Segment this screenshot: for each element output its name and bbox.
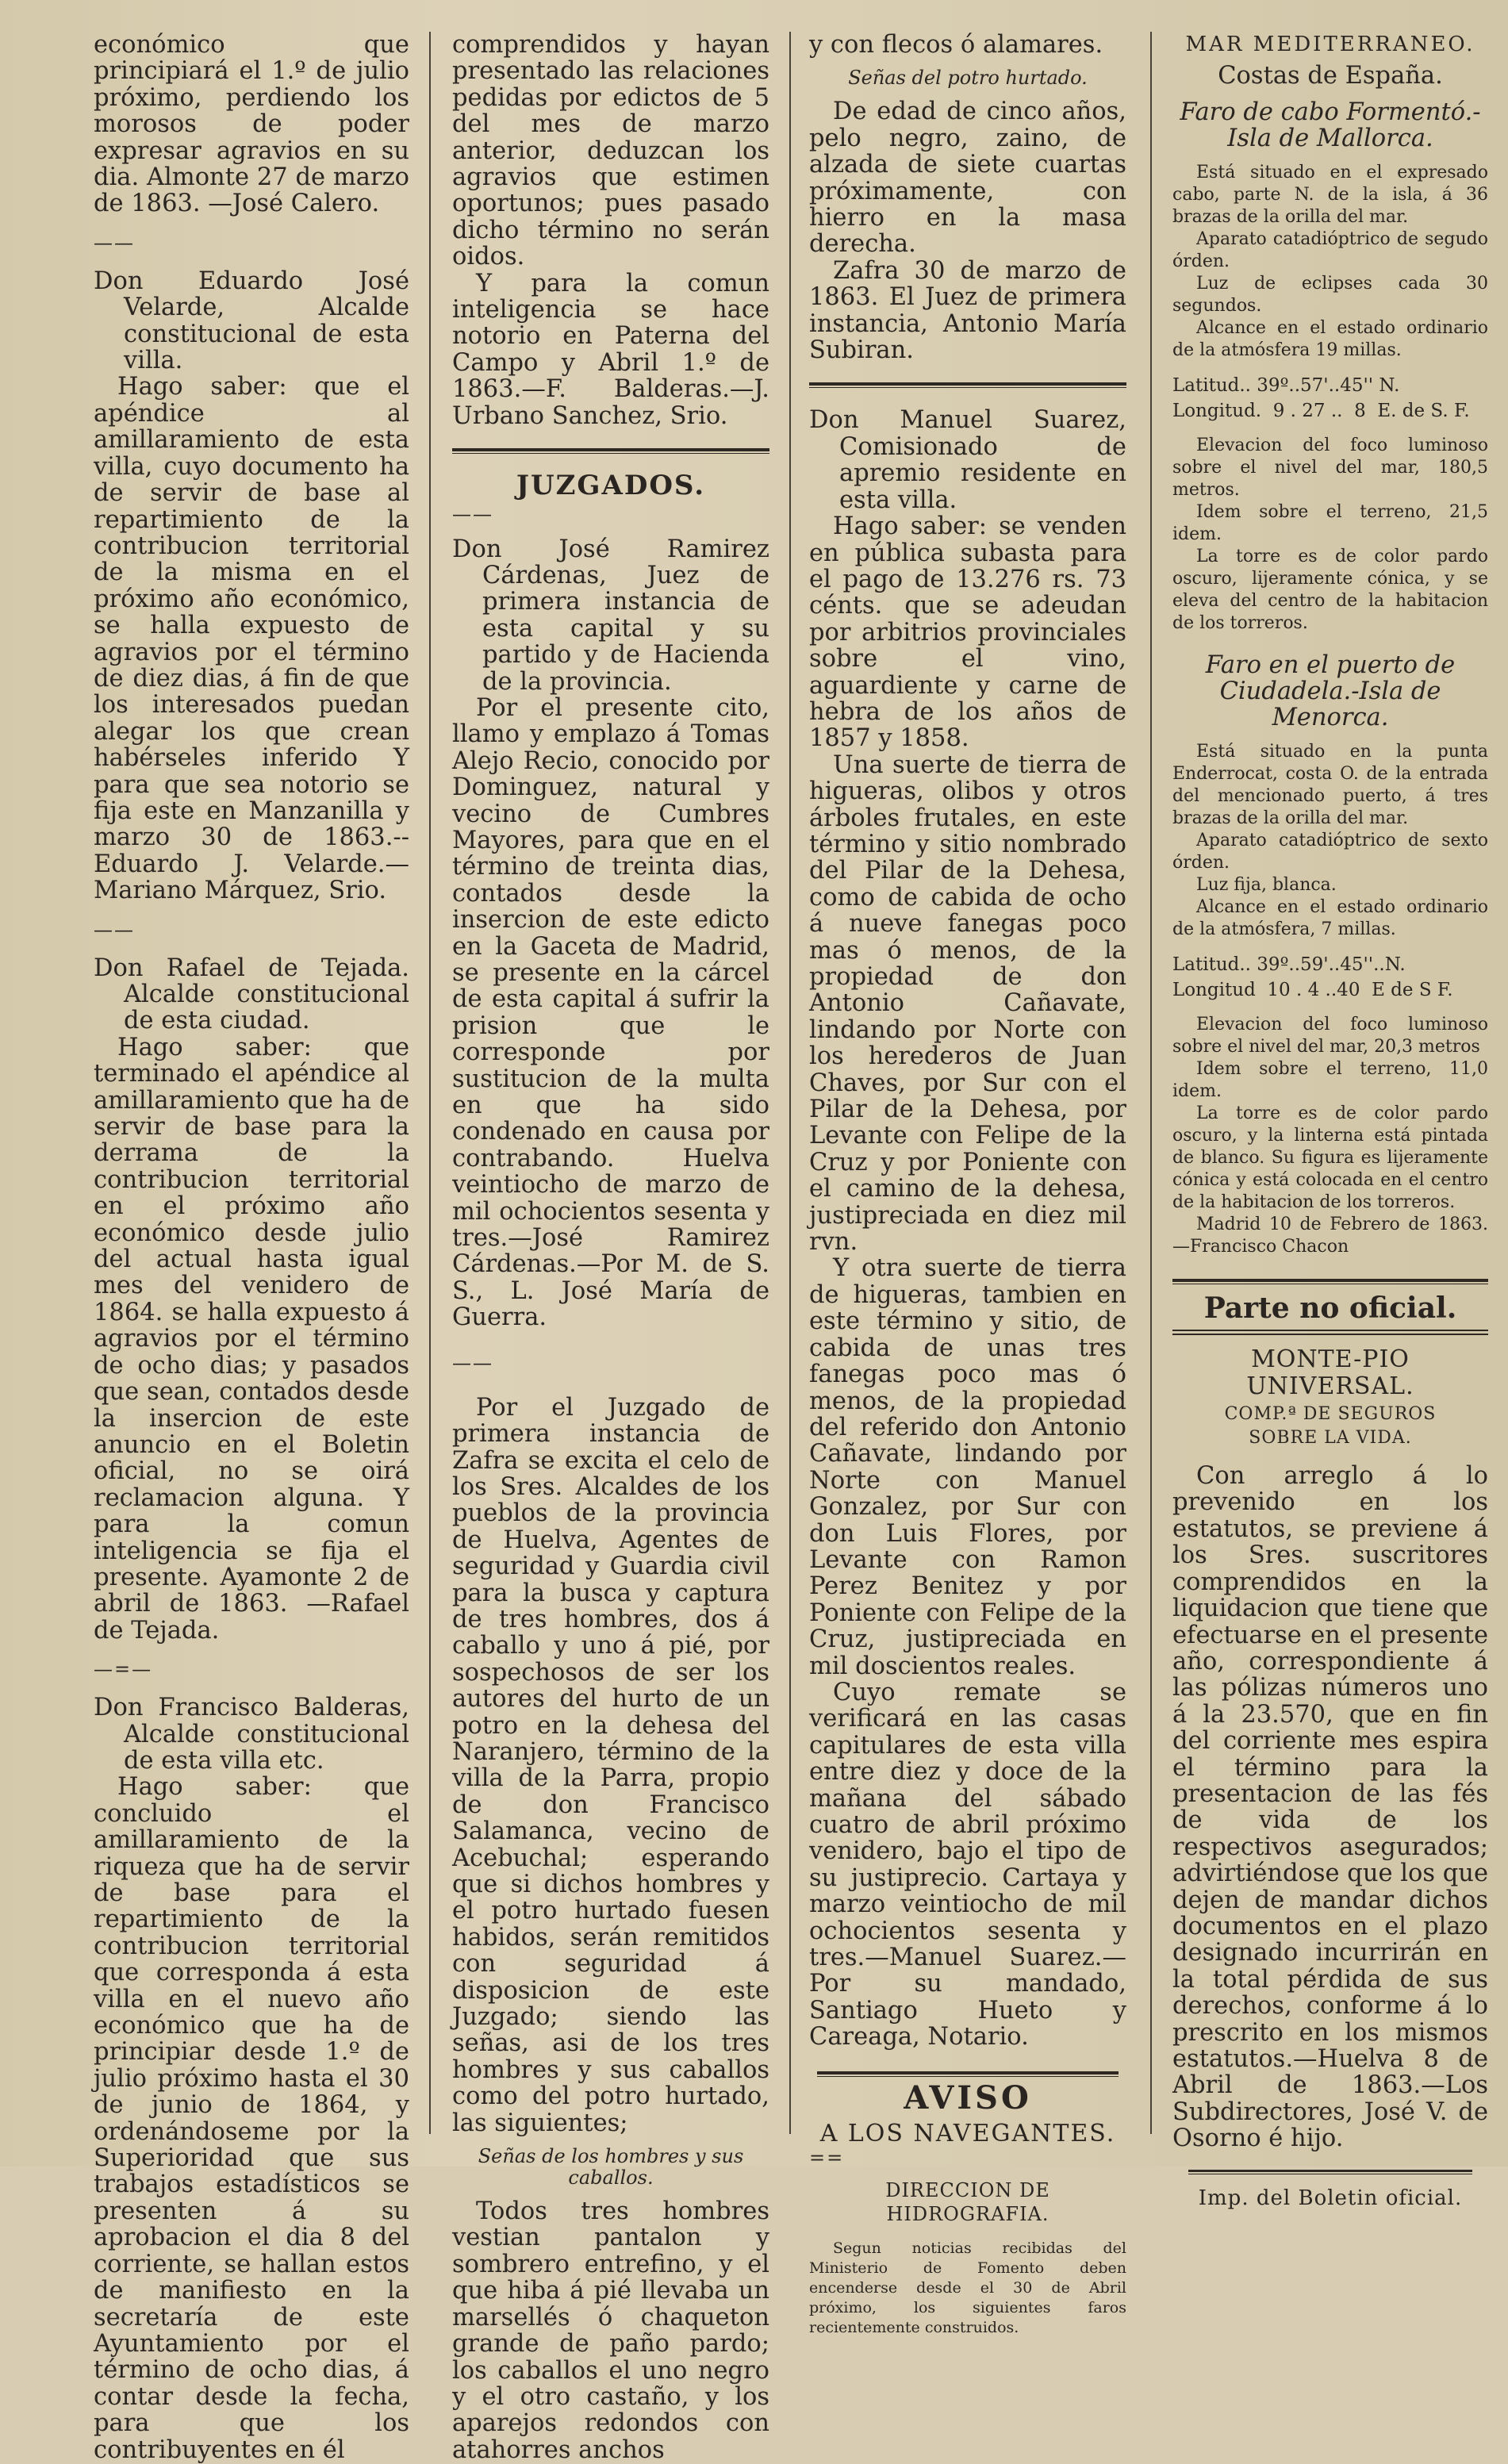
- lighthouse-title: Faro de cabo Formentó.-Isla de Mallorca.: [1180, 98, 1481, 153]
- section-rule: [809, 382, 1126, 388]
- column-2: [452, 32, 769, 2463]
- section-rule: [1188, 2170, 1472, 2174]
- notice-signature: Zafra 30 de marzo de 1863. El Juez de primera instancia, Antonio María Subiran.: [809, 256, 1126, 365]
- notice-body: Todos tres hombres vestian pantalon y sombrero entrefino, y el que hiba á pié llevaba un marsellés ó chaqueton grande de paño pardo; los caballos el uno negro y el otro castaño, y los aparejos redondos con atahorres anchos: [452, 2197, 769, 2464]
- lighthouse-signature: Madrid 10 de Febrero de 1863.—Francisco Chacon: [1172, 1214, 1488, 1257]
- aviso-subtitle: A LOS NAVEGANTES.: [819, 2120, 1116, 2148]
- notice-body: Hago saber: que el apéndice al amillaramiento de esta villa, cuyo documento ha de servir de base al repartimiento de la contribucion territorial de la misma en el próximo año económico, se halla expuesto de agravios por el término de diez dias, á fin de que los interesados puedan alegar los que crean habérseles inferido Y para que sea notorio se fija este en Manzanilla y marzo 30 de 1863.--Eduardo J. Velarde.—Mariano Márquez, Srio.: [94, 373, 409, 905]
- notice-heading: Don Rafael de Tejada. Alcalde constitucional de esta ciudad.: [94, 954, 409, 1035]
- lighthouse-text: Está situado en la punta Enderrocat, costa O. de la entrada del mencionado puerto, á tres brazas de la orilla del mar.: [1172, 741, 1488, 828]
- notice-body: Y para la comun inteligencia se hace notorio en Paterna del Campo y Abril 1.º de 1863.—F. Balderas.—J. Urbano Sanchez, Srio.: [452, 269, 769, 430]
- notice-body: De edad de cinco años, pelo negro, zaino, de alzada de siete cuartas próximamente, con hierro en la masa derecha.: [809, 98, 1126, 259]
- column-4: [1172, 32, 1488, 2212]
- printer-imprint: Imp. del Boletin oficial.: [1198, 2186, 1463, 2210]
- lighthouse-text: Luz de eclipses cada 30 segundos.: [1172, 273, 1488, 316]
- notice-body: Con arreglo á lo prevenido en los estatutos, se previene á los Sres. suscritores comprendidos en la liquidacion que tiene que efectuarse en el presente año, correspondiente á las pólizas números uno á la 23.570, que en fin del corriente mes espira el término para la presentacion de las fés de vida de los respectivos asegurados; advirtiéndose que los que dejen de mandar dichos documentos en el plazo designado incurrirán en la total pérdida de sus derechos, conforme á lo prescrito en los mismos estatutos.—Huelva 8 de Abril de 1863.—Los Subdirectores, José V. de Osorno é hijo.: [1172, 1462, 1488, 2153]
- separator: ——: [452, 502, 493, 525]
- column-divider: [429, 32, 431, 2134]
- notice-body: Por el Juzgado de primera instancia de Zafra se excita el celo de los Sres. Alcaldes de los pueblos de la provincia de Huelva, Agentes de seguridad y Guardia civil para la busca y captura de tres hombres, dos á caballo y uno á pié, por sospechosos de ser los autores del hurto de un potro en la dehesa del Naranjero, término de la villa de la Parra, propio de don Francisco Salamanca, vecino de Acebuchal; esperando que si dichos hombres y el potro hurtado fuesen habidos, serán remitidos con seguridad á disposicion de este Juzgado; siendo las señas, asi de los tres hombres y sus caballos como del potro hurtado, las siguientes;: [452, 1393, 769, 2137]
- notice-body: Segun noticias recibidas del Ministerio de Fomento deben encenderse desde el 30 de Abril próximo, los siguientes faros recientemente construidos.: [809, 2239, 1126, 2337]
- lighthouse-text: Está situado en el expresado cabo, parte N. de la isla, á 36 brazas de la orilla del mar.: [1172, 162, 1488, 227]
- section-rule: [1172, 1279, 1488, 1284]
- column-divider: [1150, 32, 1152, 2134]
- lighthouse-text: Idem sobre el terreno, 21,5 idem.: [1172, 501, 1488, 544]
- notice-heading: Don Francisco Balderas, Alcalde constitucional de esta villa etc.: [94, 1694, 409, 1775]
- subheading: Señas de los hombres y sus caballos.: [478, 2145, 744, 2190]
- section-rule: [817, 2071, 1119, 2077]
- direccion-title: DIRECCION DE HIDROGRAFIA.: [885, 2179, 1050, 2226]
- notice-body: Hago saber: que terminado el apéndice al amillaramiento que ha de servir de base para la derrama de la contribucion territorial en el próximo año económico desde julio del actual hasta igual mes del venidero de 1864. se halla expuesto á agravios por el término de ocho dias; y pasados que sean, contados desde la insercion de este anuncio en el Boletin oficial, no se oirá reclamacion alguna. Y para la comun inteligencia se fija el presente. Ayamonte 2 de abril de 1863. —Rafael de Tejada.: [94, 1033, 409, 1645]
- continued-paragraph: económico que principiará el 1.º de julio próximo, perdiendo los morosos de poder expresar agravios en su dia. Almonte 27 de marzo de 1863. —José Calero.: [94, 31, 409, 218]
- lighthouse-text: Alcance en el estado ordinario de la atmósfera 19 millas.: [1172, 317, 1488, 360]
- notice-body: Una suerte de tierra de higueras, olibos y otros árboles frutales, en este término y sitio nombrado del Pilar de la Dehesa, como de cabida de ocho á nueve fanegas poco mas ó menos, de la propiedad de don Antonio Cañavate, lindando por Norte con los herederos de Juan Chaves, por Sur con el Pilar de la Dehesa, por Levante con Felipe de la Cruz y por Poniente con el camino de la dehesa, justipreciada en diez mil rvn.: [809, 750, 1126, 1257]
- company-name: MONTE-PIO UNIVERSAL.: [1246, 1345, 1414, 1400]
- notice-body: Por el presente cito, llamo y emplazo á Tomas Alejo Recio, conocido por Dominguez, natural y vecino de Cumbres Mayores, para que en el término de treinta dias, contados desde la insercion de este edicto en la Gaceta de Madrid, se presente en la cárcel de esta capital á sufrir la prision que le corresponde por sustitucion de la multa en que ha sido condenado en causa por contrabando. Huelva veintiocho de marzo de mil ochocientos sesenta y tres.—José Ramirez Cárdenas.—Por M. de S. S., L. José María de Guerra.: [452, 693, 769, 1332]
- separator: ——: [94, 918, 135, 941]
- lighthouse-text: Aparato catadióptrico de sexto órden.: [1172, 830, 1488, 873]
- notice-body: Cuyo remate se verificará en las casas capitulares de esta villa entre diez y doce de la mañana del sábado cuatro de abril próximo venidero, bajo el tipo de su justiprecio. Cartaya y marzo veintiocho de mil ochocientos sesenta y tres.—Manuel Suarez.—Por su mandado, Santiago Hueto y Careaga, Notario.: [809, 1678, 1126, 2051]
- column-divider: [789, 32, 791, 2134]
- section-title: Parte no oficial.: [1203, 1291, 1457, 1325]
- notice-heading: Don José Ramirez Cárdenas, Juez de primera instancia de esta capital y su partido y de Hacienda de la provincia.: [452, 535, 769, 696]
- coast-heading: Costas de España.: [1218, 62, 1443, 90]
- sea-heading: MAR MEDITERRANEO.: [1185, 33, 1475, 56]
- aviso-title: AVISO: [904, 2078, 1032, 2117]
- notice-body: Y otra suerte de tierra de higueras, tambien en este término y sitio, de cabida de unas tres fanegas poco mas ó menos, de la propiedad del referido don Antonio Cañavate, lindando por Norte con Manuel Gonzalez, por Sur con don Luis Flores, por Levante con Ramon Perez Benitez y por Poniente con Felipe de la Cruz, justipreciada en mil doscientos reales.: [809, 1254, 1126, 1680]
- double-rule: [1172, 1330, 1488, 1335]
- latitude: Latitud.. 39º..59'..45''..N.: [1172, 954, 1406, 975]
- longitude: Longitud 10 . 4 ..40 E de S F.: [1172, 979, 1453, 1000]
- lighthouse-text: Alcance en el estado ordinario de la atmósfera, 7 millas.: [1172, 896, 1488, 939]
- separator: —=—: [94, 1658, 153, 1681]
- lighthouse-text: Elevacion del foco luminoso sobre el nivel del mar, 20,3 metros: [1172, 1014, 1488, 1057]
- lighthouse-text: La torre es de color pardo oscuro, lijeramente cónica, y se eleva del centro de la habitacion de los torreros.: [1172, 546, 1488, 633]
- section-rule: [452, 448, 769, 454]
- column-3: [809, 32, 1126, 2338]
- lighthouse-text: Idem sobre el terreno, 11,0 idem.: [1172, 1058, 1488, 1101]
- section-title: JUZGADOS.: [516, 470, 706, 502]
- notice-heading: Don Eduardo José Velarde, Alcalde constitucional de esta villa.: [94, 267, 409, 375]
- separator: ——: [94, 231, 135, 254]
- subheading: Señas del potro hurtado.: [848, 67, 1088, 90]
- lighthouse-title: Faro en el puerto de Ciudadela.-Isla de Menorca.: [1205, 651, 1456, 732]
- notice-body: Hago saber: se venden en pública subasta para el pago de 13.276 rs. 73 cénts. que se adeudan por arbitrios provinciales sobre el vino, aguardiente y carne de hebra de los años de 1857 y 1858.: [809, 512, 1126, 753]
- continued-paragraph: comprendidos y hayan presentado las relaciones pedidas por edictos de 5 del mes de marzo anterior, deduzcan los agravios que estimen oportunos; pues pasado dicho término no serán oidos.: [452, 31, 769, 271]
- lighthouse-text: La torre es de color pardo oscuro, y la linterna está pintada de blanco. Su figura es lijeramente cónica y está colocada en el centro de la habitacion de los torreros.: [1172, 1103, 1488, 1212]
- column-1: [94, 32, 409, 2463]
- lighthouse-text: Aparato catadióptrico de segudo órden.: [1172, 228, 1488, 271]
- separator: ——: [452, 1351, 493, 1374]
- longitude: Longitud. 9 . 27 .. 8 E. de S. F.: [1172, 400, 1470, 421]
- separator: ==: [809, 2147, 845, 2170]
- notice-heading: Don Manuel Suarez, Comisionado de apremio residente en esta villa.: [809, 406, 1126, 514]
- latitude: Latitud.. 39º..57'..45'' N.: [1172, 374, 1400, 396]
- continued-paragraph: y con flecos ó alamares.: [809, 31, 1103, 59]
- lighthouse-text: Luz fija, blanca.: [1196, 874, 1337, 895]
- lighthouse-text: Elevacion del foco luminoso sobre el nivel del mar, 180,5 metros.: [1172, 435, 1488, 500]
- company-subtitle: COMP.ª DE SEGUROS SOBRE LA VIDA.: [1224, 1404, 1437, 1449]
- notice-body: Hago saber: que concluido el amillaramiento de la riqueza que ha de servir de base para el repartimiento de la contribucion territorial que corresponda á esta villa en el nuevo año económico que ha de principiar desde 1.º de julio próximo hasta el 30 de junio de 1864, y ordenándoseme por la Superioridad que sus trabajos estadísticos se presenten á su aprobacion el dia 8 del corriente, se hallan estos de manifiesto en la secretaría de este Ayuntamiento por el término de ocho dias, á contar desde la fecha, para que los contribuyentes en él: [94, 1773, 409, 2464]
